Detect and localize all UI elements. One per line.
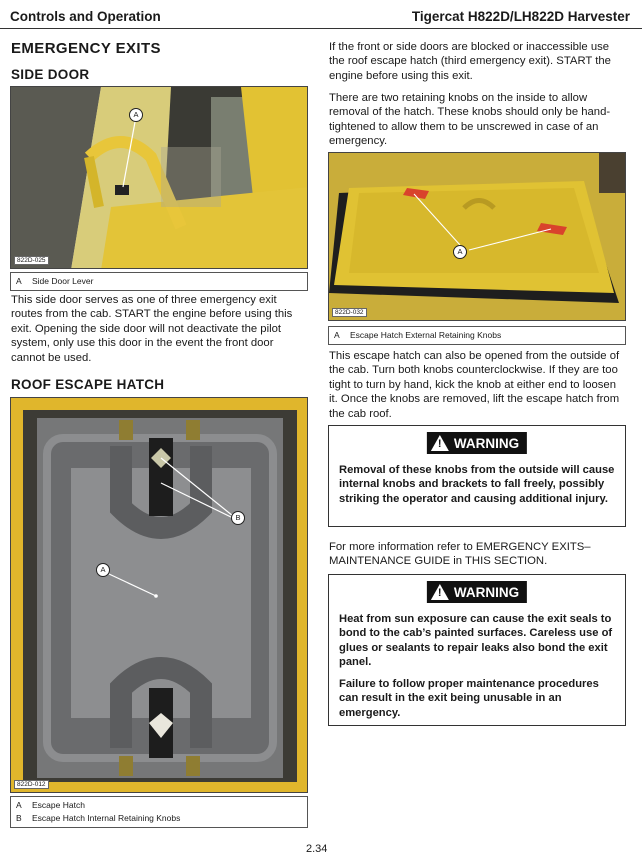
roof-hatch-caption xyxy=(10,796,308,828)
side-door-caption: A Side Door Lever xyxy=(10,272,308,291)
warning-badge: ! WARNING xyxy=(427,581,527,603)
section-title: EMERGENCY EXITS xyxy=(11,40,161,57)
page-number: 2.34 xyxy=(306,843,328,855)
roof-hatch-heading: ROOF ESCAPE HATCH xyxy=(11,377,165,392)
right-para-2: There are two retaining knobs on the inside to allow removal of the hatch. These knobs should only be hand-tightened to allow them to be unscrewed in case of an emergency. xyxy=(329,92,611,148)
side-door-body: This side door serves as one of three emergency exit routes from the cab. START the engine before using this exit. Opening the side door will not deactivate the pilot system, only use this door in the event the front door cannot be used. xyxy=(11,294,293,364)
warning-2-text-2: Failure to follow proper maintenance procedures can result in the exit being unusable in an emergency. xyxy=(339,678,599,719)
header-rule xyxy=(0,28,642,29)
roof-hatch-figure xyxy=(10,397,308,793)
side-door-heading: SIDE DOOR xyxy=(11,67,90,82)
running-header-model: Tigercat H822D/LH822D Harvester xyxy=(411,9,630,24)
callout-b-hatch: B xyxy=(231,511,245,525)
external-knobs-caption: A Escape Hatch External Retaining Knobs xyxy=(328,326,626,345)
callout-a-external: A xyxy=(453,245,467,259)
warning-2-text-1: Heat from sun exposure can cause the exit seals to bond to the cab’s painted surfaces. Careless use of glues or sealants to repair leaks also bond the exit panel. xyxy=(339,613,613,669)
warning-triangle-icon: ! xyxy=(431,435,449,451)
figure-code: 822D-012 xyxy=(14,780,49,789)
running-header-section: Controls and Operation xyxy=(10,9,161,24)
warning-box-1 xyxy=(328,425,626,527)
external-knobs-figure xyxy=(328,152,626,321)
callout-a-side-door: A xyxy=(129,108,143,122)
figure-code: 822D-025 xyxy=(14,256,49,265)
right-para-3: This escape hatch can also be opened from the outside of the cab. Turn both knobs counterclockwise. If they are too tight to turn by hand, kick the knob at either end to loosen it. Once the knobs are removed, lift the escape hatch from the cab roof. xyxy=(329,350,620,420)
warning-1-text: Removal of these knobs from the outside will cause internal knobs and brackets to fall freely, possibly striking the operator and causing additional injury. xyxy=(339,464,615,505)
figure-code: 822D-032 xyxy=(332,308,367,317)
warning-triangle-icon: ! xyxy=(431,584,449,600)
warning-box-2 xyxy=(328,574,626,726)
right-para-4: For more information refer to EMERGENCY EXITS–MAINTENANCE GUIDE in THIS SECTION. xyxy=(329,541,591,568)
caption-row: A Escape Hatch xyxy=(16,800,85,810)
side-door-figure xyxy=(10,86,308,269)
caption-row: B Escape Hatch Internal Retaining Knobs xyxy=(16,813,181,823)
warning-badge: ! WARNING xyxy=(427,432,527,454)
callout-a-hatch: A xyxy=(96,563,110,577)
right-para-1: If the front or side doors are blocked or inaccessible use the roof escape hatch (third emergency exit). START the engine before using this exit. xyxy=(329,41,611,82)
